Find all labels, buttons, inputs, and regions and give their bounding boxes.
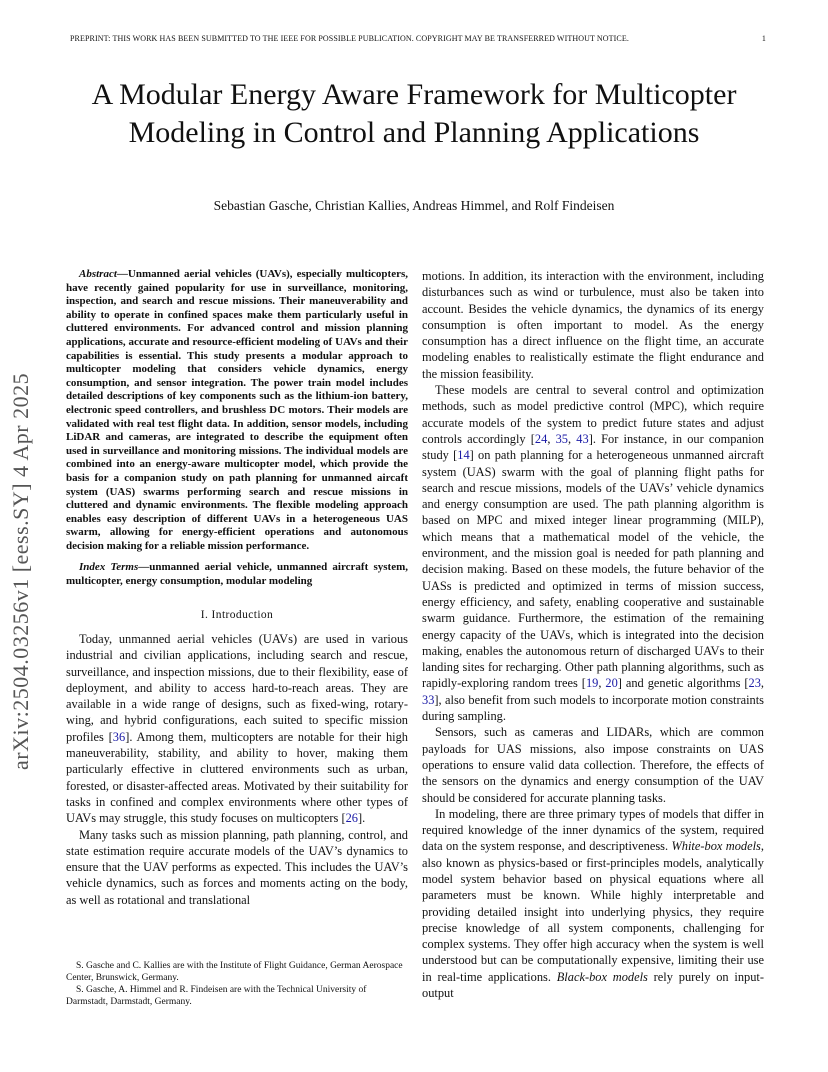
citation-link[interactable]: 23 [748, 676, 761, 691]
body-paragraph-2: These models are central to several control and optimization methods, such as model predictive control (MPC), which require accurate models of the system to predict future states and adjust controls accordingly [24, 35, 43]. For instance, in our companion study [14] on path planning for a heterogeneous unmanned aircraft system (UAS) swarm with the goal of planning flight paths for search and rescue missions, models of the UAVs’ vehicle dynamics and energy consumption are used. The path planning algorithm is based on MPC and mixed integer linear programming (MILP), which means that a mathematical model of the vehicle, the environment, and the mission goal is needed for path planning and decision making. Based on these models, the future behavior of the UASs is predicted and optimized in terms of mission success, energy efficiency, and safety, enabling cooperative and sustainable swarm guidance. Furthermore, the estimation of the remaining energy capacity of the UAVs, which is integrated into the decision making, enables the autonomous return of discharged UAVs to their landing sites for recharging. Other path planning algorithms, such as rapidly-exploring random trees [19, 20] and genetic algorithms [23, 33], also benefit from such models to incorporate motion constraints during sampling. [422, 383, 765, 724]
citation-link[interactable]: 20 [605, 676, 618, 691]
running-header [70, 34, 766, 43]
footnotes [66, 960, 408, 1008]
footnote-affiliation-1: S. Gasche and C. Kallies are with the Institute of Flight Guidance, German Aerospace Center, Brunswick, Germany. [66, 961, 403, 983]
index-terms-label: Index Terms [79, 561, 139, 574]
left-column [66, 268, 408, 908]
abstract-label: Abstract [79, 268, 117, 280]
preprint-notice: PREPRINT: THIS WORK HAS BEEN SUBMITTED TO THE IEEE FOR POSSIBLE PUBLICATION. COPYRIGHT MAY BE TRANSFERRED WITHOUT NOTICE. [70, 34, 629, 43]
author-list: Sebastian Gasche, Christian Kallies, Andreas Himmel, and Rolf Findeisen [213, 198, 615, 213]
citation-link[interactable]: 33 [422, 692, 435, 707]
page-number: 1 [761, 34, 766, 43]
arxiv-stamp[interactable]: arXiv:2504.03256v1 [eess.SY] 4 Apr 2025 [8, 372, 33, 770]
citation-link[interactable]: 36 [112, 729, 126, 744]
intro-paragraph-1: Today, unmanned aerial vehicles (UAVs) are used in various industrial and civilian applications, including search and rescue, surveillance, and inspection missions, due to their flexibility, ease of deployment, and ability to access hard-to-reach areas. They are available in a wide range of designs, such as fixed-wing, rotary-wing, and hybrid configurations, each suited to specific mission profiles [36]. Among them, multicopters are notable for their high maneuverability, stability, and ability to hover, making them particularly effective in cluttered environments such as urban, forested, or disaster-affected areas. Motivated by their suitability for tasks in confined and complex environments where other types of UAVs may struggle, this study focuses on multicopters [26]. [66, 631, 408, 826]
abstract-text: —Unmanned aerial vehicles (UAVs), especially multicopters, have recently gained popularity for use in surveillance, monitoring, inspection, and search and rescue missions. Their maneuverability and ability to operate in confined spaces make them particularly useful in cluttered environments. For advanced control and mission planning applications, accurate and resource-efficient modeling of UAVs and their capabilities is essential. This study presents a modular approach to multicopter modeling that considers vehicle dynamics, energy consumption, and sensor integration. The power train model includes detailed descriptions of key components such as the lithium-ion battery, electronic speed controllers, and brushless DC motors. Their models are validated with real test flight data. In addition, sensor models, including LiDAR and cameras, are integrated to describe the equipment often used in surveillance and monitoring missions. The individual models are combined into an energy-aware multicopter model, which provide the basis for a companion study on path planning for unmanned aircaft system (UAS) swarms performing search and rescue missions in cluttered and dynamic environments. The flexible modeling approach enables easy description of different UAVs in a heterogeneous UAS swarm, allowing for energy-efficient operations and autonomous decision making for a reliable mission performance. [66, 268, 408, 552]
citation-link[interactable]: 19 [585, 676, 599, 691]
right-column [422, 268, 764, 1001]
index-terms-text: —unmanned aerial vehicle, unmanned aircraft system, multicopter, energy consumption, modular modeling [66, 561, 409, 588]
term-black-box: Black-box models [556, 969, 648, 984]
footnote-affiliation-2: S. Gasche, A. Himmel and R. Findeisen are with the Technical University of Darmstadt, Darmstadt, Germany. [66, 985, 367, 1007]
body-paragraph-1: motions. In addition, its interaction with the environment, including disturbances such as wind or turbulence, must also be taken into account. Besides the vehicle dynamics, the dynamics of its energy consumption is often important to model. As the energy consumption has a direct influence on the flight time, an accurate modeling enables to realistically estimate the flight endurance and the mission feasibility. [422, 269, 764, 381]
body-paragraph-3: Sensors, such as cameras and LIDARs, which are common payloads for UAS missions, also impose constraints on UAS operations to ensure valid data collection. Therefore, the effects of the sensors on the dynamics and energy consumption of the UAV should be considered for accurate planning tasks. [422, 725, 764, 805]
citation-link[interactable]: 24 [534, 431, 548, 446]
section-heading-introduction: I. Introduction [200, 608, 274, 621]
intro-paragraph-2: Many tasks such as mission planning, path planning, control, and state estimation require accurate models of the UAV’s dynamics to ensure that the UAV performs as expected. This includes the UAV’s vehicle dynamics, such as forces and moments acting on the body, as well as rotational and translational [66, 827, 408, 907]
term-white-box: White-box models [671, 839, 761, 854]
index-terms [66, 561, 408, 588]
body-paragraph-4: In modeling, there are three primary types of models that differ in required knowledge of the inner dynamics of the system, required data on the system response, and descriptiveness. White-box models, also known as physics-based or first-principles models, analytically model system behavior based on physical equations where all parameters must be known. While highly interpretable and providing detailed insight into underlying physics, they require precise knowledge of all system components, challenging for complex systems. They offer high accuracy when the system is well understood but can be computationally expensive, limiting their use in real-time applications. Black-box models rely purely on input-output [422, 806, 764, 1001]
citation-link[interactable]: 43 [576, 431, 589, 446]
citation-link[interactable]: 26 [345, 811, 358, 826]
citation-link[interactable]: 35 [555, 431, 568, 446]
abstract [66, 268, 408, 553]
citation-link[interactable]: 14 [457, 448, 470, 463]
paper-title: A Modular Energy Aware Framework for Multicopter Modeling in Control and Planning Applications [91, 78, 737, 149]
